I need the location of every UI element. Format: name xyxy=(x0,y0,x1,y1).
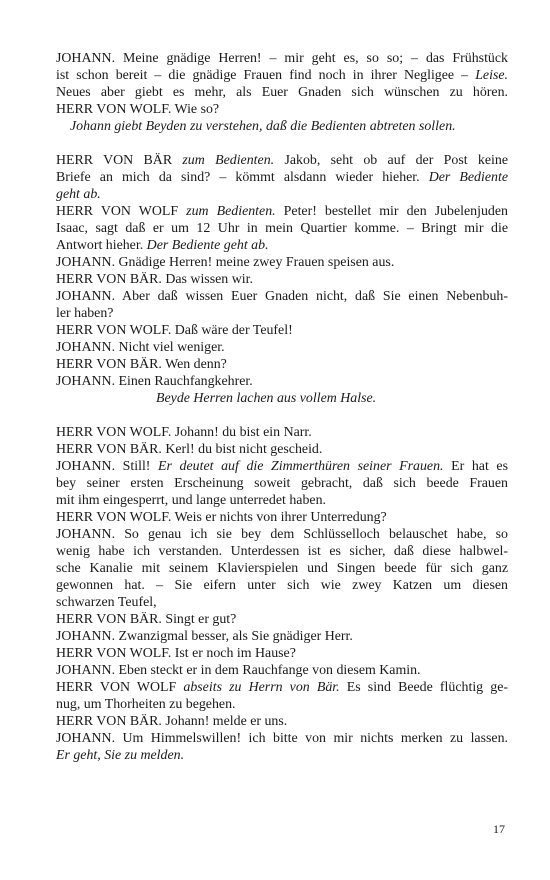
text-line xyxy=(56,101,508,118)
page-number: 17 xyxy=(493,822,505,836)
text-line xyxy=(56,322,508,339)
line-text: ist schon bereit – die gnädige Frauen find noch in ihrer Negligee – xyxy=(56,68,476,83)
stage-direction: Er geht, Sie zu melden. xyxy=(56,748,185,763)
text-line xyxy=(56,628,508,645)
stage-direction: Beyde Herren lachen aus vollem Halse. xyxy=(156,391,377,406)
line-text: HERR VON WOLF xyxy=(56,680,184,695)
line-text: ler haben? xyxy=(56,306,114,321)
line-text: HERR VON WOLF. Wie so? xyxy=(56,102,220,117)
text-line xyxy=(56,645,508,662)
line-text: JOHANN. Gnädige Herren! meine zwey Frauen speisen aus. xyxy=(56,255,395,270)
line-text: HERR VON WOLF. Ist er noch im Hause? xyxy=(56,646,296,661)
line-text: HERR VON BÄR. Kerl! du bist nicht gescheid. xyxy=(56,442,323,457)
line-text: JOHANN. Aber daß wissen Euer Gnaden nicht, daß Sie einen Nebenbuh- xyxy=(56,289,508,304)
text-line xyxy=(56,271,508,288)
text-line xyxy=(56,118,508,135)
stage-direction: zum Bedienten. xyxy=(186,204,276,219)
line-text: HERR VON WOLF. Johann! du bist ein Narr. xyxy=(56,425,312,440)
text-line xyxy=(56,169,508,186)
line-text: JOHANN. Meine gnädige Herren! – mir geht es, so so; – das Frühstück xyxy=(56,51,508,66)
text-line xyxy=(56,509,508,526)
line-text: wenig habe ich verstanden. Unterdessen ist es sicher, daß diese halbwel- xyxy=(56,544,508,559)
text-line xyxy=(56,713,508,730)
line-text: nug, um Thorheiten zu begehen. xyxy=(56,697,236,712)
text-line xyxy=(56,50,508,67)
stage-direction: Der Bediente xyxy=(428,170,508,185)
text-line xyxy=(56,220,508,237)
text-line xyxy=(56,747,508,764)
text-line xyxy=(56,254,508,271)
line-text: HERR VON BÄR xyxy=(56,153,183,168)
text-line xyxy=(56,679,508,696)
text-line xyxy=(56,577,508,594)
line-text: Neues aber giebt es mehr, als Euer Gnaden sich wünschen zu hören. xyxy=(56,85,508,100)
text-line xyxy=(56,339,508,356)
text-line xyxy=(56,611,508,628)
line-text: bey seiner ersten Erscheinung soweit gebracht, daß sich beede Frauen xyxy=(56,476,508,491)
line-text: JOHANN. Um Himmelswillen! ich bitte von mir nichts merken zu lassen. xyxy=(56,731,508,746)
text-line xyxy=(56,560,508,577)
text-line xyxy=(56,492,508,509)
text-line xyxy=(56,203,508,220)
line-text: HERR VON WOLF. Weis er nichts von ihrer Unterredung? xyxy=(56,510,387,525)
line-text: HERR VON WOLF. Daß wäre der Teufel! xyxy=(56,323,293,338)
text-line xyxy=(56,594,508,611)
text-line xyxy=(56,186,508,203)
line-text: HERR VON BÄR. Wen denn? xyxy=(56,357,227,372)
text-line xyxy=(56,67,508,84)
stage-direction: Der Bediente geht ab. xyxy=(146,238,269,253)
line-text: mit ihm eingesperrt, und lange unterredet haben. xyxy=(56,493,327,508)
line-text: JOHANN. Zwanzigmal besser, als Sie gnädiger Herr. xyxy=(56,629,353,644)
text-line xyxy=(56,526,508,543)
line-text: Briefe an mich da sind? – kömmt alsdann wieder hieher. xyxy=(56,170,429,185)
line-text: Er hat es xyxy=(443,459,508,474)
text-line xyxy=(56,373,508,390)
text-line xyxy=(56,305,508,322)
line-text: Peter! bestellet mir den Jubelenjuden xyxy=(275,204,508,219)
text-line xyxy=(56,84,508,101)
play-text xyxy=(56,50,508,764)
text-line xyxy=(56,730,508,747)
text-line xyxy=(56,458,508,475)
text-line xyxy=(56,441,508,458)
stage-direction: Er deutet auf die Zimmerthüren seiner Frauen. xyxy=(158,459,444,474)
text-line xyxy=(56,696,508,713)
stage-direction: zum Bedienten. xyxy=(182,153,275,168)
line-text: Antwort hieher. xyxy=(56,238,147,253)
line-text: gewonnen hat. – Sie eifern unter sich wie zwey Katzen um diesen xyxy=(56,578,508,593)
text-line xyxy=(56,475,508,492)
text-line xyxy=(56,237,508,254)
line-text: schwarzen Teufel, xyxy=(56,595,157,610)
stage-direction: Leise. xyxy=(475,68,508,83)
line-text: JOHANN. Still! xyxy=(56,459,159,474)
text-line xyxy=(56,543,508,560)
scene-gap xyxy=(56,407,508,424)
line-text: JOHANN. Eben steckt er in dem Rauchfange von diesem Kamin. xyxy=(56,663,421,678)
text-line xyxy=(56,424,508,441)
stage-direction: geht ab. xyxy=(56,187,101,202)
text-line xyxy=(56,152,508,169)
line-text: Jakob, seht ob auf der Post keine xyxy=(274,153,508,168)
text-line xyxy=(56,662,508,679)
text-line xyxy=(56,288,508,305)
line-text: JOHANN. Einen Rauchfangkehrer. xyxy=(56,374,253,389)
stage-direction: abseits zu Herrn von Bär. xyxy=(183,680,340,695)
text-line xyxy=(56,356,508,373)
line-text: Es sind Beede flüchtig ge- xyxy=(339,680,508,695)
scene-gap xyxy=(56,135,508,152)
line-text: JOHANN. Nicht viel weniger. xyxy=(56,340,225,355)
line-text: HERR VON WOLF xyxy=(56,204,187,219)
line-text: JOHANN. So genau ich sie bey dem Schlüsselloch belauschet habe, so xyxy=(56,527,508,542)
line-text: sche Kanalie mit seinem Klavierspielen und Singen beede für sich ganz xyxy=(56,561,508,576)
line-text: HERR VON BÄR. Singt er gut? xyxy=(56,612,237,627)
line-text: HERR VON BÄR. Johann! melde er uns. xyxy=(56,714,288,729)
line-text: HERR VON BÄR. Das wissen wir. xyxy=(56,272,253,287)
stage-direction: Johann giebt Beyden zu verstehen, daß die Bedienten abtreten sollen. xyxy=(70,119,456,134)
line-text: Isaac, sagt daß er um 12 Uhr in mein Quartier komme. – Bringt mir die xyxy=(56,221,508,236)
text-line xyxy=(56,390,508,407)
